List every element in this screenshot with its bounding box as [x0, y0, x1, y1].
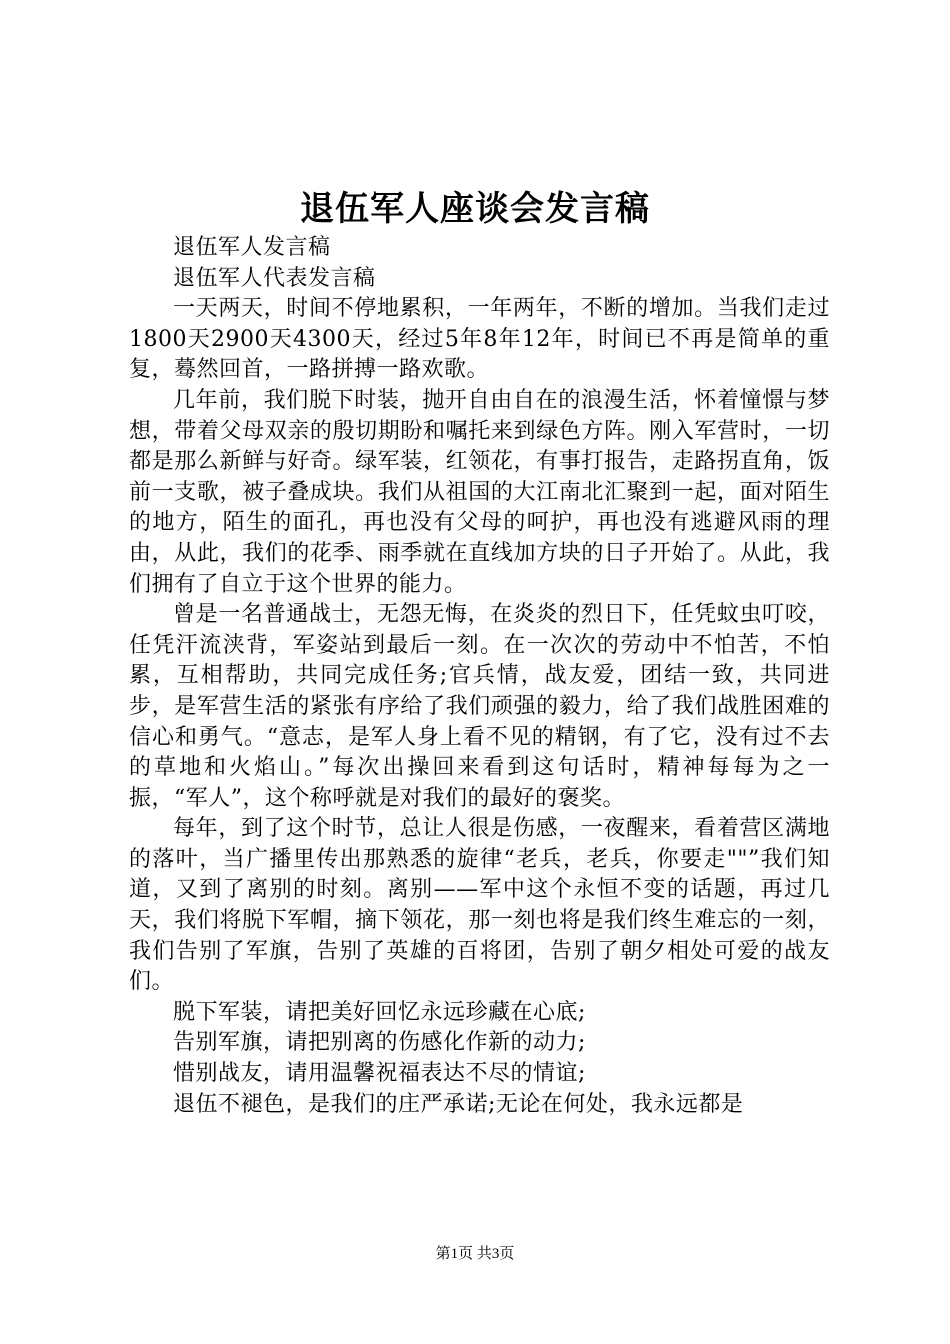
- paragraph: 退伍不褪色，是我们的庄严承诺;无论在何处，我永远都是: [173, 1091, 744, 1117]
- paragraph: 一天两天，时间不停地累积，一年两年，不断的增加。当我们走过1800天2900天4300天，经过5年8年12年，时间已不再是简单的重复，蓦然回首，一路拼搏一路欢歌。: [129, 296, 830, 383]
- document-body: [129, 233, 830, 1120]
- paragraph: 退伍军人代表发言稿: [173, 265, 376, 291]
- paragraph: 惜别战友，请用温馨祝福表达不尽的情谊;: [173, 1061, 586, 1087]
- paragraph: 脱下军装，请把美好回忆永远珍藏在心底;: [173, 999, 586, 1025]
- paragraph: 几年前，我们脱下时装，抛开自由自在的浪漫生活，怀着憧憬与梦想，带着父母双亲的殷切期盼和嘱托来到绿色方阵。刚入军营时，一切都是那么新鲜与好奇。绿军装，红领花，有事打报告，走路拐直角，饭前一支歌，被子叠成块。我们从祖国的大江南北汇聚到一起，面对陌生的地方，陌生的面孔，再也没有父母的呵护，再也没有逃避风雨的理由，从此，我们的花季、雨季就在直线加方块的日子开始了。从此，我们拥有了自立于这个世界的能力。: [129, 387, 830, 597]
- paragraph: 曾是一名普通战士，无怨无悔，在炎炎的烈日下，任凭蚊虫叮咬，任凭汗流浃背，军姿站到最后一刻。在一次次的劳动中不怕苦，不怕累，互相帮助，共同完成任务;官兵情，战友爱，团结一致，共同进步，是军营生活的紧张有序给了我们顽强的毅力，给了我们战胜困难的信心和勇气。“意志，是军人身上看不见的精钢，有了它，没有过不去的草地和火焰山。”每次出操回来看到这句话时，精神每每为之一振，“军人”，这个称呼就是对我们的最好的褒奖。: [129, 602, 830, 811]
- paragraph: 退伍军人发言稿: [173, 235, 331, 260]
- document-title: 退伍军人座谈会发言稿: [300, 189, 650, 229]
- paragraph: 每年，到了这个时节，总让人很是伤感，一夜醒来，看着营区满地的落叶，当广播里传出那熟悉的旋律“老兵，老兵，你要走""”我们知道，又到了离别的时刻。离别——军中这个永恒不变的话题，再过几天，我们将脱下军帽，摘下领花，那一刻也将是我们终生难忘的一刻，我们告别了军旗，告别了英雄的百将团，告别了朝夕相处可爱的战友们。: [129, 816, 830, 995]
- page-footer: 第1页 共3页: [435, 1246, 515, 1262]
- paragraph: 告别军旗，请把别离的伤感化作新的动力;: [173, 1030, 586, 1056]
